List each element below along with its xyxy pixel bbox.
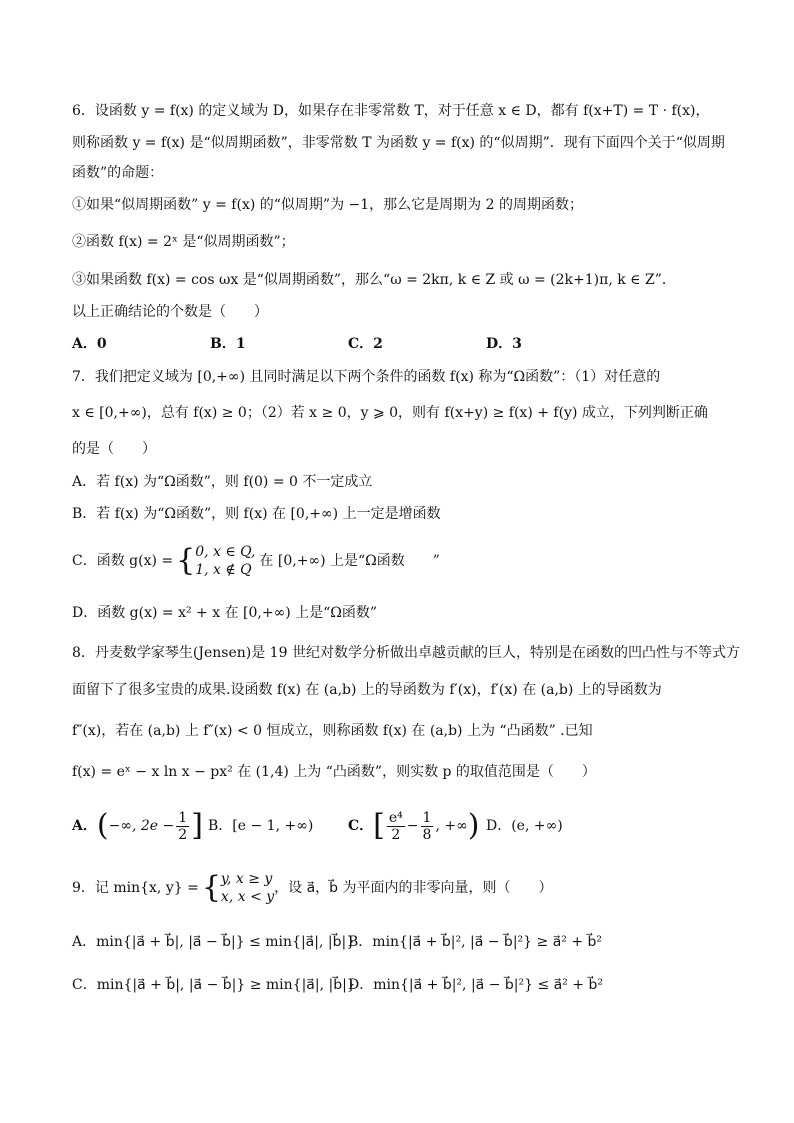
q6-statement-3: ③如果函数 f(x) = cos ωx 是“似周期函数”，那么“ω = 2kπ, k ∈ Z 或 ω = (2k+1)π, k ∈ Z”． bbox=[72, 272, 676, 288]
q6-statement-1: ①如果“似周期函数” y = f(x) 的“似周期”为 −1，那么它是周期为 2 的周期函数； bbox=[72, 197, 583, 213]
q6-line3: 函数”的命题： bbox=[72, 165, 164, 181]
right-bracket-icon: ] bbox=[191, 808, 203, 843]
q9-option-d: D．min{|a⃗ + b⃗|², |a⃗ − b⃗|²} ≤ a⃗² + b⃗² bbox=[348, 977, 603, 993]
fraction-numerator: e⁴ bbox=[388, 809, 403, 826]
q8-option-a bbox=[72, 804, 203, 848]
q6-option-d: D．3 bbox=[486, 336, 522, 352]
q8-line1: 8．丹麦数学家琴生(Jensen)是 19 世纪对数学分析做出卓越贡献的巨人，特别是在函数的凹凸性与不等式方 bbox=[72, 645, 740, 661]
q7-piecewise bbox=[195, 543, 255, 579]
q8-option-c-fraction-2 bbox=[421, 810, 434, 843]
q7-piecewise-case-1: 0, x ∈ Q, bbox=[195, 544, 256, 560]
left-paren-icon: ( bbox=[96, 808, 109, 843]
q9-option-b: B．min{|a⃗ + b⃗|², |a⃗ − b⃗|²} ≥ a⃗² + b⃗² bbox=[348, 934, 603, 950]
q6-option-c: C．2 bbox=[348, 336, 383, 352]
q6-line1: 6．设函数 y = f(x) 的定义域为 D，如果存在非零常数 T，对于任意 x ∈ D，都有 f(x+T) = T · f(x)， bbox=[72, 103, 710, 119]
right-paren-icon: ) bbox=[467, 808, 480, 843]
q9-piecewise bbox=[221, 870, 274, 906]
fraction-numerator: 1 bbox=[422, 809, 432, 826]
left-brace-icon: { bbox=[176, 543, 196, 578]
left-brace-icon: { bbox=[201, 870, 221, 905]
q9-piecewise-case-1: y, x ≥ y bbox=[220, 871, 273, 887]
q8-option-a-fraction bbox=[176, 810, 189, 843]
q8-line4: f(x) = eˣ − x ln x − px² 在 (1,4) 上为 “凸函数”，则实数 p 的取值范围是（ ） bbox=[72, 764, 596, 780]
q7-line3: 的是（ ） bbox=[72, 441, 156, 457]
q8-option-c bbox=[348, 804, 479, 848]
q8-option-a-math: −∞, 2e − bbox=[108, 818, 175, 834]
q8-option-c-tail: , +∞ bbox=[435, 818, 468, 834]
fraction-denominator: 2 bbox=[178, 826, 188, 843]
q6-question: 以上正确结论的个数是（ ） bbox=[72, 304, 268, 320]
q8-option-c-minus: − bbox=[406, 818, 419, 834]
q8-option-c-label: C． bbox=[348, 818, 374, 834]
q7-option-c-prefix: C．函数 g(x) = bbox=[72, 553, 174, 569]
q8-option-d: D．(e, +∞) bbox=[486, 818, 563, 834]
fraction-denominator: 2 bbox=[391, 826, 401, 843]
q7-option-a: A．若 f(x) 为“Ω函数”，则 f(0) = 0 不一定成立 bbox=[72, 474, 373, 490]
q7-piecewise-case-2: 1, x ∉ Q bbox=[195, 562, 252, 578]
q6-option-b: B．1 bbox=[210, 336, 246, 352]
q8-line3: f″(x)，若在 (a,b) 上 f″(x) < 0 恒成立，则称函数 f(x) 在 (a,b) 上为 “凸函数” .已知 bbox=[72, 723, 593, 739]
q7-option-c bbox=[72, 540, 732, 582]
q8-option-a-label: A． bbox=[72, 818, 97, 834]
fraction-denominator: 8 bbox=[422, 826, 432, 843]
q9-piecewise-case-2: x, x < y bbox=[220, 889, 275, 905]
q9-stem-suffix: ，设 a⃗，b⃗ 为平面内的非零向量，则（ ） bbox=[274, 880, 553, 896]
q7-line2: x ∈ [0,+∞)，总有 f(x) ≥ 0；（2）若 x ≥ 0，y ⩾ 0，则有 f(x+y) ≥ f(x) + f(y) 成立，下列判断正确 bbox=[72, 405, 708, 421]
q8-line2: 面留下了很多宝贵的成果.设函数 f(x) 在 (a,b) 上的导函数为 f′(x)，f′(x) 在 (a,b) 上的导函数为 bbox=[72, 682, 662, 698]
fraction-numerator: 1 bbox=[178, 809, 188, 826]
q9-stem bbox=[72, 866, 732, 910]
q9-option-a: A．min{|a⃗ + b⃗|, |a⃗ − b⃗|} ≤ min{|a⃗|, |b⃗|} bbox=[72, 934, 356, 950]
q7-option-b: B．若 f(x) 为“Ω函数”，则 f(x) 在 [0,+∞) 上一定是增函数 bbox=[72, 506, 441, 522]
q7-option-d: D．函数 g(x) = x² + x 在 [0,+∞) 上是“Ω函数” bbox=[72, 605, 378, 621]
q8-option-b: B．[e − 1, +∞) bbox=[208, 818, 314, 834]
q9-stem-prefix: 9．记 min{x, y} = bbox=[72, 880, 199, 896]
q6-statement-2: ②函数 f(x) = 2ˣ 是“似周期函数”； bbox=[72, 234, 295, 250]
q7-option-c-suffix: 在 [0,+∞) 上是“Ω函数 ” bbox=[259, 553, 440, 569]
q6-line2: 则称函数 y = f(x) 是“似周期函数”，非零常数 T 为函数 y = f(x) 的“似周期”．现有下面四个关于“似周期 bbox=[72, 135, 725, 151]
q6-option-a: A．0 bbox=[72, 336, 107, 352]
left-bracket-icon: [ bbox=[373, 808, 385, 843]
q7-line1: 7．我们把定义域为 [0,+∞) 且同时满足以下两个条件的函数 f(x) 称为“Ω函数”：（1）对任意的 bbox=[72, 369, 661, 385]
q9-option-c: C．min{|a⃗ + b⃗|, |a⃗ − b⃗|} ≥ min{|a⃗|, |b⃗|} bbox=[72, 977, 356, 993]
q8-option-c-fraction-1 bbox=[387, 810, 405, 843]
